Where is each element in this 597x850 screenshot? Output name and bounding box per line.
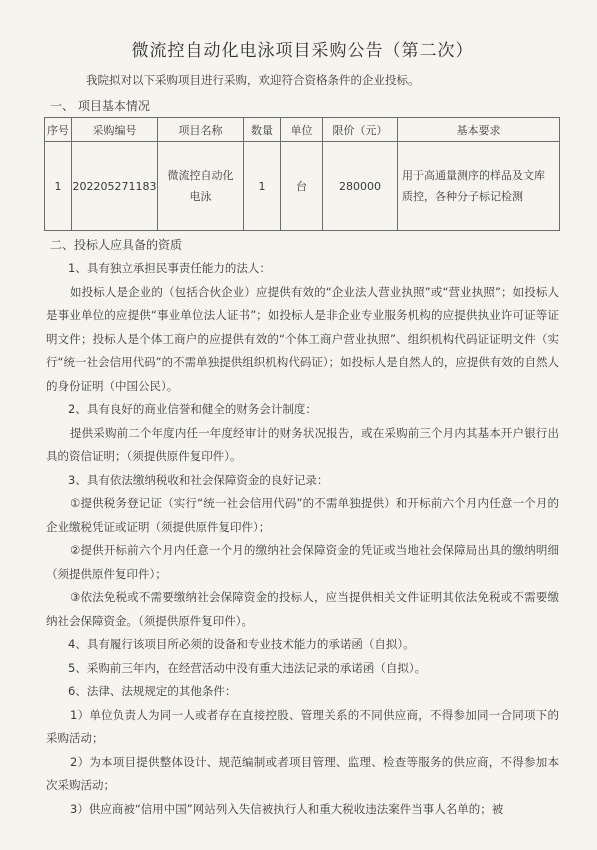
header-code: 采购编号 xyxy=(72,118,158,142)
section-heading-basic-info: 一、 项目基本情况 xyxy=(50,99,150,113)
item-6-1: 1）单位负责人为同一人或者存在直接控股、管理关系的不同供应商，不得参加同一合同项下的采购活动； xyxy=(46,707,559,745)
header-no: 序号 xyxy=(45,118,72,142)
item-1-body: 如投标人是企业的（包括合伙企业）应提供有效的“企业法人营业执照”或“营业执照”；如投标人是事业单位的应提供“事业单位法人证书”；如投标人是非企业专业服务机构的应提供执业许可证等证明文件；投标人是个体工商户的应提供有效的“个体工商户营业执照”、组织机构代码证证明文件（实行“统一社会信用代码”的不需单独提供组织机构代码证）；如投标人是自然人的，应提供有效的自然人的身份证明（中国公民）。 xyxy=(46,284,559,393)
item-3-a: ①提供税务登记证（实行“统一社会信用代码”的不需单独提供）和开标前六个月内任意一个月的企业缴税凭证或证明（须提供原件复印件）； xyxy=(46,496,559,534)
cell-no: 1 xyxy=(45,142,72,231)
item-3-heading: 3、具有依法缴纳税收和社会保障资金的良好记录： xyxy=(68,472,329,487)
cell-unit: 台 xyxy=(281,142,323,231)
cell-qty: 1 xyxy=(244,142,281,231)
item-6-2: 2）为本项目提供整体设计、规范编制或者项目管理、监理、检查等服务的供应商，不得参加本次采购活动； xyxy=(46,754,559,792)
item-6-heading: 6、法律、法规规定的其他条件： xyxy=(68,684,237,698)
item-5: 5、采购前三年内，在经营活动中没有重大违法记录的承诺函（自拟）。 xyxy=(68,660,427,675)
item-1-heading: 1、具有独立承担民事责任能力的法人： xyxy=(68,261,271,275)
cell-name: 微流控自动化电泳 xyxy=(158,142,244,231)
header-name: 项目名称 xyxy=(158,118,244,142)
header-qty: 数量 xyxy=(244,118,281,142)
cell-req: 用于高通量测序的样品及文库质控，各种分子标记检测 xyxy=(398,142,560,231)
item-3-c: ③依法免税或不需要缴纳社会保障资金的投标人，应当提供相关文件证明其依法免税或不需要缴纳社会保障资金。（须提供原件复印件）。 xyxy=(46,590,559,628)
cell-price: 280000 xyxy=(323,142,398,231)
item-4: 4、具有履行该项目所必须的设备和专业技术能力的承诺函（自拟）。 xyxy=(68,637,415,651)
header-price: 限价（元） xyxy=(323,118,398,142)
cell-code: 202205271183 xyxy=(72,142,158,231)
intro-text: 我院拟对以下采购项目进行采购，欢迎符合资格条件的企业投标。 xyxy=(86,73,420,87)
project-table xyxy=(44,117,560,231)
item-3-b: ②提供开标前六个月内任意一个月的缴纳社会保障资金的凭证或当地社会保障局出具的缴纳明细（须提供原件复印件）； xyxy=(46,543,559,581)
table-row xyxy=(45,142,560,231)
header-unit: 单位 xyxy=(281,118,323,142)
table-header-row xyxy=(45,118,560,142)
item-2-heading: 2、具有良好的商业信誉和健全的财务会计制度： xyxy=(68,402,317,416)
item-2-body: 提供采购前二个年度内任一年度经审计的财务状况报告，或在采购前三个月内其基本开户银行出具的资信证明；（须提供原件复印件）。 xyxy=(46,425,559,463)
header-req: 基本要求 xyxy=(398,118,560,142)
section-heading-qualifications: 二、投标人应具备的资质 xyxy=(50,238,183,252)
item-6-3: 3）供应商被“信用中国”网站列入失信被执行人和重大税收违法案件当事人名单的；被 xyxy=(70,801,504,816)
page-title: 微流控自动化电泳项目采购公告（第二次） xyxy=(131,41,474,61)
